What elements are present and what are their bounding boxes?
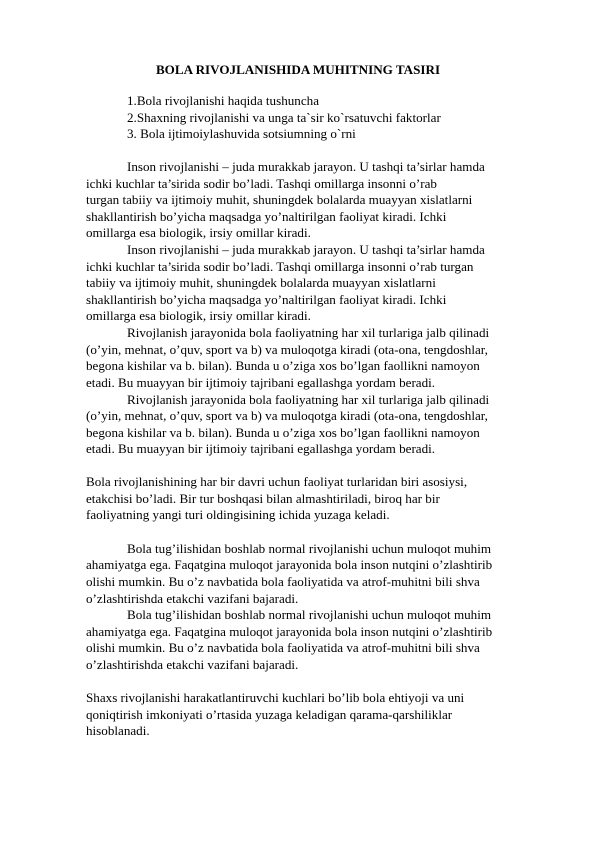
paragraph-line: Bola tug’ilishidan boshlab normal rivojlanishi uchun muloqot muhim xyxy=(127,541,492,556)
paragraph-line: ahamiyatga ega. Faqatgina muloqot jarayonida bola inson nutqini o’zlashtirib xyxy=(86,624,493,639)
paragraph-line: Rivojlanish jarayonida bola faoliyatning har xil turlariga jalb qilinadi xyxy=(127,325,490,340)
paragraph-line: begona kishilar va b. bilan). Bunda u o’ziga xos bo’lgan faollikni namoyon xyxy=(86,425,480,440)
paragraph-line: o’zlashtirishda etakchi vazifani bajaradi. xyxy=(86,591,299,606)
paragraph-line: shakllantirish bo’yicha maqsadga yo’naltirilgan faoliyat kiradi. Ichki xyxy=(86,292,447,307)
paragraph-line: Bola tug’ilishidan boshlab normal rivojlanishi uchun muloqot muhim xyxy=(127,607,492,622)
paragraph-line: o’zlashtirishda etakchi vazifani bajaradi. xyxy=(86,657,299,672)
document-title: BOLA RIVOJLANISHIDA MUHITNING TASIRI xyxy=(155,62,441,77)
paragraph-line: qoniqtirish imkoniyati o’rtasida yuzaga keladigan qarama-qarshiliklar xyxy=(86,707,453,722)
table-of-contents xyxy=(127,93,441,143)
paragraph-line: Inson rivojlanishi – juda murakkab jarayon. U tashqi ta’sirlar hamda xyxy=(127,242,485,257)
paragraph-line: olishi mumkin. Bu o’z navbatida bola faoliyatida va atrof-muhitni bili shva xyxy=(86,574,480,589)
paragraph-line: etadi. Bu muayyan bir ijtimoiy tajribani egallashga yordam beradi. xyxy=(86,441,436,456)
paragraph-line: etadi. Bu muayyan bir ijtimoiy tajribani egallashga yordam beradi. xyxy=(86,375,436,390)
paragraph-line: hisoblanadi. xyxy=(86,723,150,738)
paragraph-line: ichki kuchlar ta’sirida sodir bo’ladi. Tashqi omillarga insonni o’rab xyxy=(86,176,437,191)
toc-item: 3. Bola ijtimoiylashuvida sotsiumning o`rni xyxy=(127,126,356,142)
paragraph-line: shakllantirish bo’yicha maqsadga yo’naltirilgan faoliyat kiradi. Ichki xyxy=(86,209,447,224)
toc-item: 1.Bola rivojlanishi haqida tushuncha xyxy=(127,93,320,108)
paragraph-line: (o’yin, mehnat, o’quv, sport va b) va muloqotga kiradi (ota-ona, tengdoshlar, xyxy=(86,342,488,357)
paragraph-line: Rivojlanish jarayonida bola faoliyatning har xil turlariga jalb qilinadi xyxy=(127,392,490,407)
paragraph-line: Inson rivojlanishi – juda murakkab jarayon. U tashqi ta’sirlar hamda xyxy=(127,159,485,174)
paragraph-line: etakchisi bo’ladi. Bir tur boshqasi bilan almashtiriladi, biroq har bir xyxy=(86,491,440,506)
paragraph-line: tabiiy va ijtimoiy muhit, shuningdek bolalarda muayyan xislatlarni xyxy=(86,275,436,290)
paragraph-line: faoliyatning yangi turi oldingisining ichida yuzaga keladi. xyxy=(86,507,390,522)
paragraph-line: olishi mumkin. Bu o’z navbatida bola faoliyatida va atrof-muhitni bili shva xyxy=(86,640,480,655)
paragraph-line: Shaxs rivojlanishi harakatlantiruvchi kuchlari bo’lib bola ehtiyoji va uni xyxy=(86,690,465,705)
paragraph-line: (o’yin, mehnat, o’quv, sport va b) va muloqotga kiradi (ota-ona, tengdoshlar, xyxy=(86,408,488,423)
paragraph-line: Bola rivojlanishining har bir davri uchun faoliyat turlaridan biri asosiysi, xyxy=(86,474,468,489)
paragraph-line: begona kishilar va b. bilan). Bunda u o’ziga xos bo’lgan faollikni namoyon xyxy=(86,358,480,373)
paragraph-line: ahamiyatga ega. Faqatgina muloqot jarayonida bola inson nutqini o’zlashtirib xyxy=(86,557,493,572)
paragraph-line: turgan tabiiy va ijtimoiy muhit, shuningdek bolalarda muayyan xislatlarni xyxy=(86,192,473,207)
paragraph-line: omillarga esa biologik, irsiy omillar kiradi. xyxy=(86,308,311,323)
toc-item: 2.Shaxning rivojlanishi va unga ta`sir ko`rsatuvchi faktorlar xyxy=(127,109,441,125)
paragraph-line: ichki kuchlar ta’sirida sodir bo’ladi. Tashqi omillarga insonni o’rab turgan xyxy=(86,259,474,274)
paragraph-line: omillarga esa biologik, irsiy omillar kiradi. xyxy=(86,225,311,240)
